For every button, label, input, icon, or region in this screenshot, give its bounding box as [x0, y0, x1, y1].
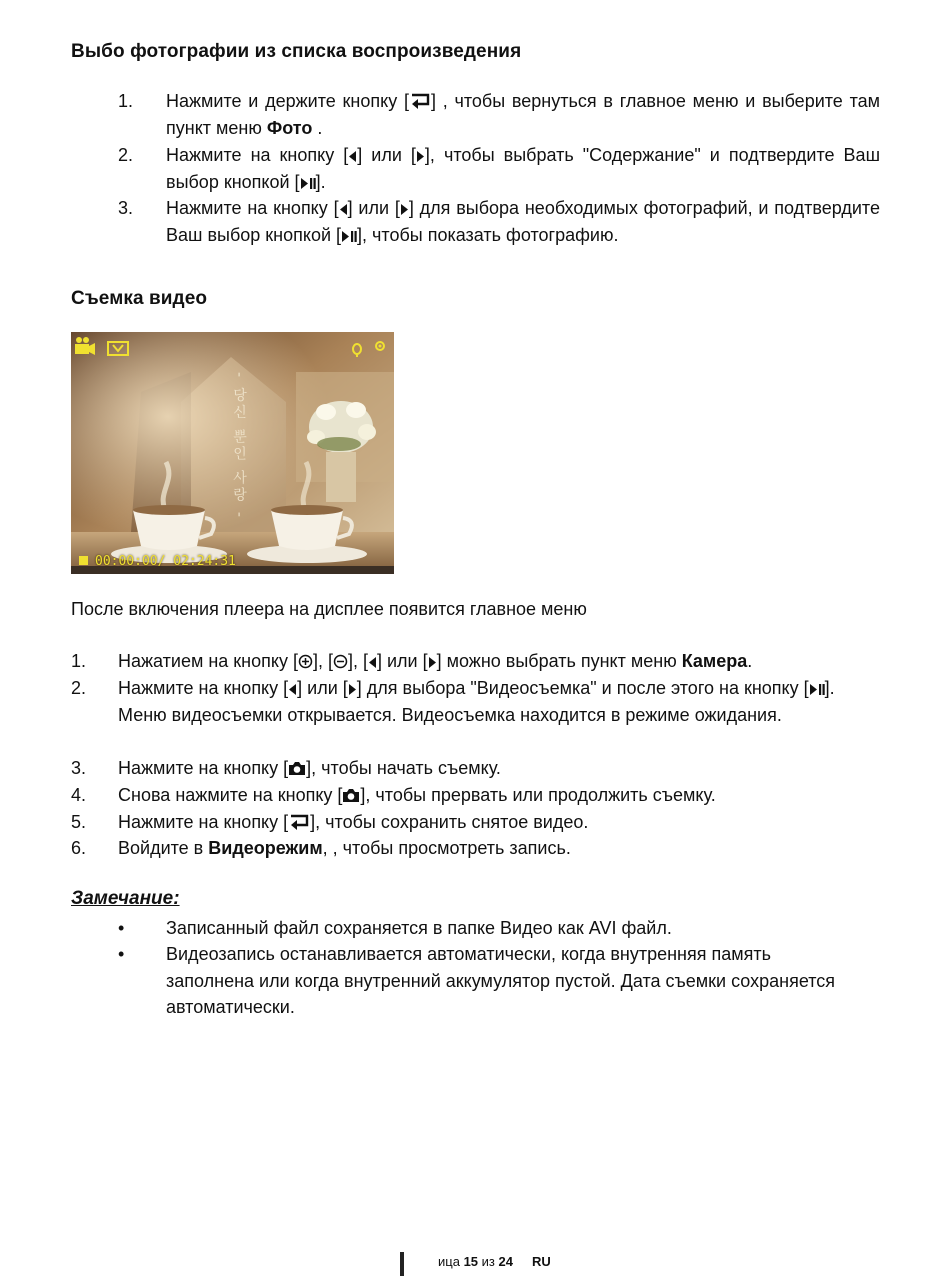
right-arrow-icon: [428, 656, 437, 669]
left-arrow-icon: [288, 683, 297, 696]
bullet: •: [118, 918, 125, 938]
list-item: 3. Нажмите на кнопку [ ], чтобы начать съемку.: [71, 758, 501, 778]
intro-text: После включения плеера на дисплее появится главное меню: [71, 599, 587, 619]
play-pause-icon: [300, 177, 316, 190]
player-screenshot: [71, 332, 394, 574]
right-arrow-icon: [400, 203, 409, 216]
list-item: 5. Нажмите на кнопку [ ], чтобы сохранить снятое видео.: [71, 812, 589, 832]
list-item: • Записанный файл сохраняется в папке Видео как AVI файл.: [118, 915, 858, 942]
list-item: 1. Нажмите и держите кнопку [ ] , чтобы вернуться в главное меню и выберите там пункт меню Фото .: [118, 88, 880, 142]
return-icon: [288, 814, 310, 830]
list-item: • Видеозапись останавливается автоматически, когда внутренняя память заполнена или когда внутренний аккумулятор пустой. Дата съемки сохраняется автоматически.: [118, 941, 858, 1022]
list-item: 4. Снова нажмите на кнопку [ ], чтобы прервать или продолжить съемку.: [71, 785, 716, 805]
page-number: ица 15 из 24: [438, 1254, 513, 1269]
section-heading-video: Съемка видео: [71, 288, 208, 309]
camera-icon: [288, 761, 306, 776]
return-icon: [409, 93, 431, 109]
footer-divider: [400, 1252, 404, 1276]
list-item: 1. Нажатием на кнопку [ ], [ ], [ ] или [ ] можно выбрать пункт меню Камера.: [71, 651, 753, 671]
list-number: 3.: [118, 198, 134, 218]
minus-icon: [333, 654, 348, 669]
language-code: RU: [532, 1254, 551, 1269]
left-arrow-icon: [368, 656, 377, 669]
section-heading-photo: Выбо фотографии из списка воспроизведения: [71, 41, 522, 62]
camera-icon: [342, 788, 360, 803]
list-item: 2. Нажмите на кнопку [ ] или [ ] для выбора "Видеосъемка" и после этого на кнопку [ ]. Меню видеосъемки открывается. Видеосъемка находится в режиме ожидания.: [71, 678, 835, 725]
note-title: Замечание:: [71, 888, 180, 909]
list-number: 1.: [118, 91, 134, 111]
right-arrow-icon: [348, 683, 357, 696]
right-arrow-icon: [416, 150, 425, 163]
left-arrow-icon: [348, 150, 357, 163]
play-pause-icon: [341, 230, 357, 243]
play-pause-icon: [809, 683, 825, 696]
list-item: 6. Войдите в Видеорежим, , чтобы просмотреть запись.: [71, 838, 571, 858]
left-arrow-icon: [339, 203, 348, 216]
overlay-korean-text: - 당신 뿐인 사랑 -: [231, 372, 247, 520]
list-number: 2.: [118, 145, 134, 165]
timecode: 00:00:00/ 02:24:31: [95, 554, 236, 569]
list-item: 2. Нажмите на кнопку [ ] или [ ], чтобы выбрать "Содержание" и подтвердите Ваш выбор кнопкой [ ].: [118, 142, 880, 196]
bullet: •: [118, 944, 125, 964]
list-item: 3. Нажмите на кнопку [ ] или [ ] для выбора необходимых фотографий, и подтвердите Ваш выбор кнопкой [ ], чтобы показать фотографию.: [118, 195, 880, 249]
plus-icon: [298, 654, 313, 669]
